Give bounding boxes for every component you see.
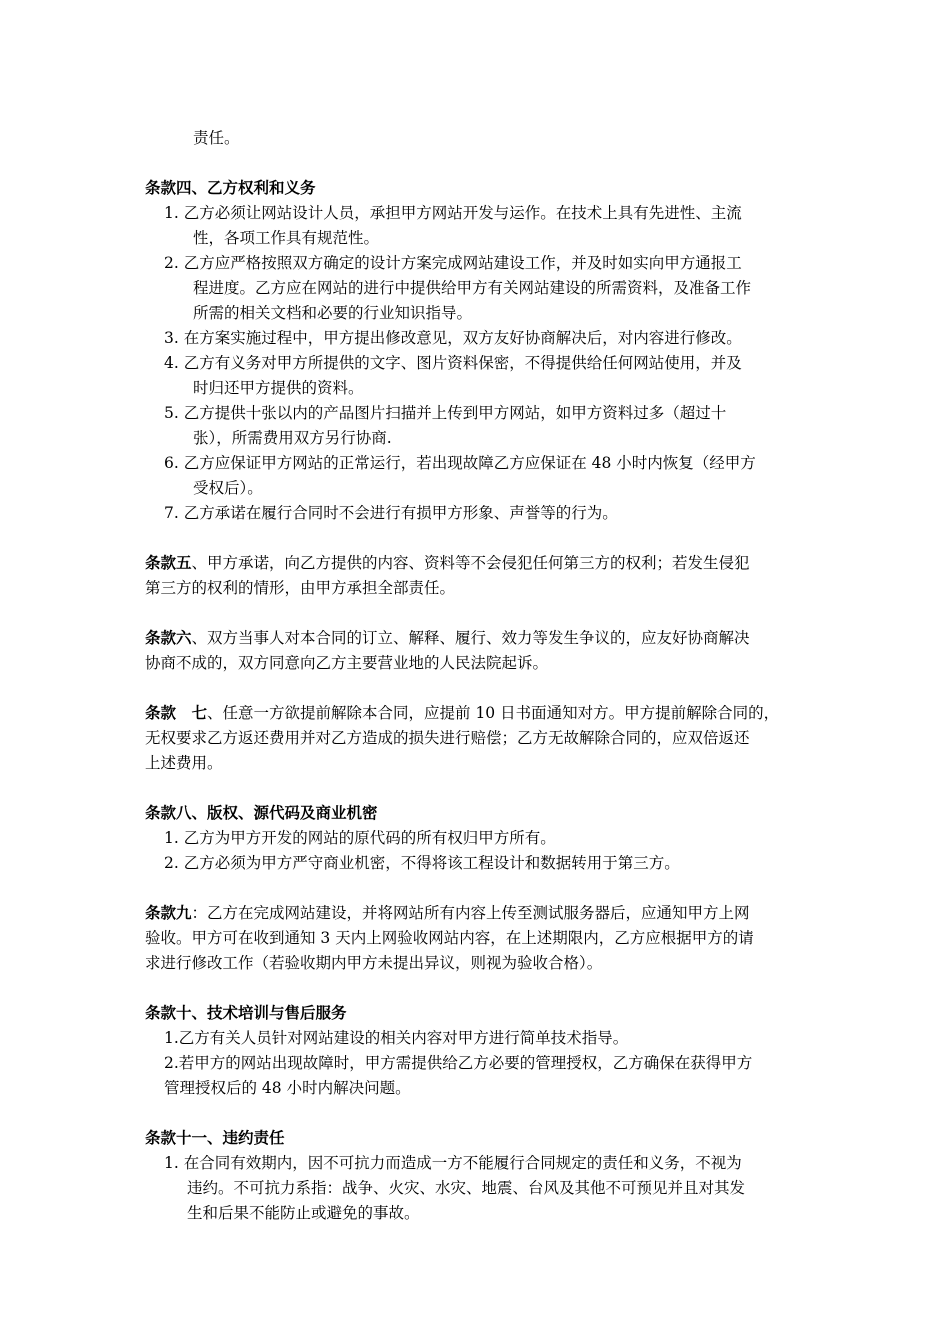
clause-text: 、甲方承诺，向乙方提供的内容、资料等不会侵犯任何第三方的权利；若发生侵犯 [191,554,750,572]
clause-label: 条款五 [145,553,192,572]
paragraph-line [145,628,750,648]
text-line: 所需的相关文档和必要的行业知识指导。 [193,304,473,322]
text-line: 违约。不可抗力系指：战争、火灾、水灾、地震、台风及其他不可预见并且对其发 [187,1179,746,1197]
text-line: 第三方的权利的情形，由甲方承担全部责任。 [145,579,456,597]
text-line: 无权要求乙方返还费用并对乙方造成的损失进行赔偿；乙方无故解除合同的，应双倍返还 [145,729,750,747]
list-item: 6. 乙方应保证甲方网站的正常运行，若出现故障乙方应保证在 48 小时内恢复（经甲方 [164,454,756,472]
clause-label: 条款九 [145,903,192,922]
text-line: 时归还甲方提供的资料。 [193,379,364,397]
list-item: 3. 在方案实施过程中，甲方提出修改意见，双方友好协商解决后，对内容进行修改。 [164,329,742,347]
paragraph-line [145,903,750,923]
text-line: 受权后）。 [193,479,263,497]
section-heading: 条款十一、违约责任 [145,1128,285,1147]
clause-text: 、双方当事人对本合同的订立、解释、履行、效力等发生争议的，应友好协商解决 [191,629,750,647]
paragraph-line [145,703,779,723]
list-item: 4. 乙方有义务对甲方所提供的文字、图片资料保密，不得提供给任何网站使用，并及 [164,354,742,372]
text-line: 上述费用。 [145,754,223,772]
section-heading: 条款八、版权、源代码及商业机密 [145,803,378,822]
list-item: 1. 在合同有效期内，因不可抗力而造成一方不能履行合同规定的责任和义务，不视为 [164,1154,742,1172]
list-item: 7. 乙方承诺在履行合同时不会进行有损甲方形象、声誉等的行为。 [164,504,618,522]
list-item: 2. 乙方应严格按照双方确定的设计方案完成网站建设工作，并及时如实向甲方通报工 [164,254,742,272]
text-line: 张），所需费用双方另行协商. [193,429,392,447]
clause-label: 条款六 [145,628,192,647]
text-line: 生和后果不能防止或避免的事故。 [187,1204,420,1222]
text-line: 责任。 [193,129,240,147]
text-line: 性，各项工作具有规范性。 [193,229,380,247]
list-item: 1. 乙方必须让网站设计人员，承担甲方网站开发与运作。在技术上具有先进性、主流 [164,204,742,222]
text-line: 程进度。乙方应在网站的进行中提供给甲方有关网站建设的所需资料，及准备工作 [193,279,752,297]
section-heading: 条款四、乙方权利和义务 [145,178,316,197]
list-item: 1.乙方有关人员针对网站建设的相关内容对甲方进行简单技术指导。 [164,1029,629,1047]
list-item: 2.若甲方的网站出现故障时，甲方需提供给乙方必要的管理授权，乙方确保在获得甲方 [164,1054,753,1072]
list-item: 2. 乙方必须为甲方严守商业机密，不得将该工程设计和数据转用于第三方。 [164,854,680,872]
clause-text: ：乙方在完成网站建设，并将网站所有内容上传至测试服务器后，应通知甲方上网 [191,904,750,922]
section-heading: 条款十、技术培训与售后服务 [145,1003,347,1022]
text-line: 协商不成的，双方同意向乙方主要营业地的人民法院起诉。 [145,654,549,672]
list-item: 1. 乙方为甲方开发的网站的原代码的所有权归甲方所有。 [164,829,556,847]
paragraph-line [145,553,750,573]
text-line: 求进行修改工作（若验收期内甲方未提出异议，则视为验收合格）。 [145,954,603,972]
text-line: 管理授权后的 48 小时内解决问题。 [164,1079,411,1097]
text-line: 验收。甲方可在收到通知 3 天内上网验收网站内容，在上述期限内，乙方应根据甲方的请 [145,929,754,947]
list-item: 5. 乙方提供十张以内的产品图片扫描并上传到甲方网站，如甲方资料过多（超过十 [164,404,727,422]
clause-label: 条款 七 [145,703,208,722]
clause-text: 、任意一方欲提前解除本合同，应提前 10 日书面通知对方。甲方提前解除合同的， [207,704,780,722]
